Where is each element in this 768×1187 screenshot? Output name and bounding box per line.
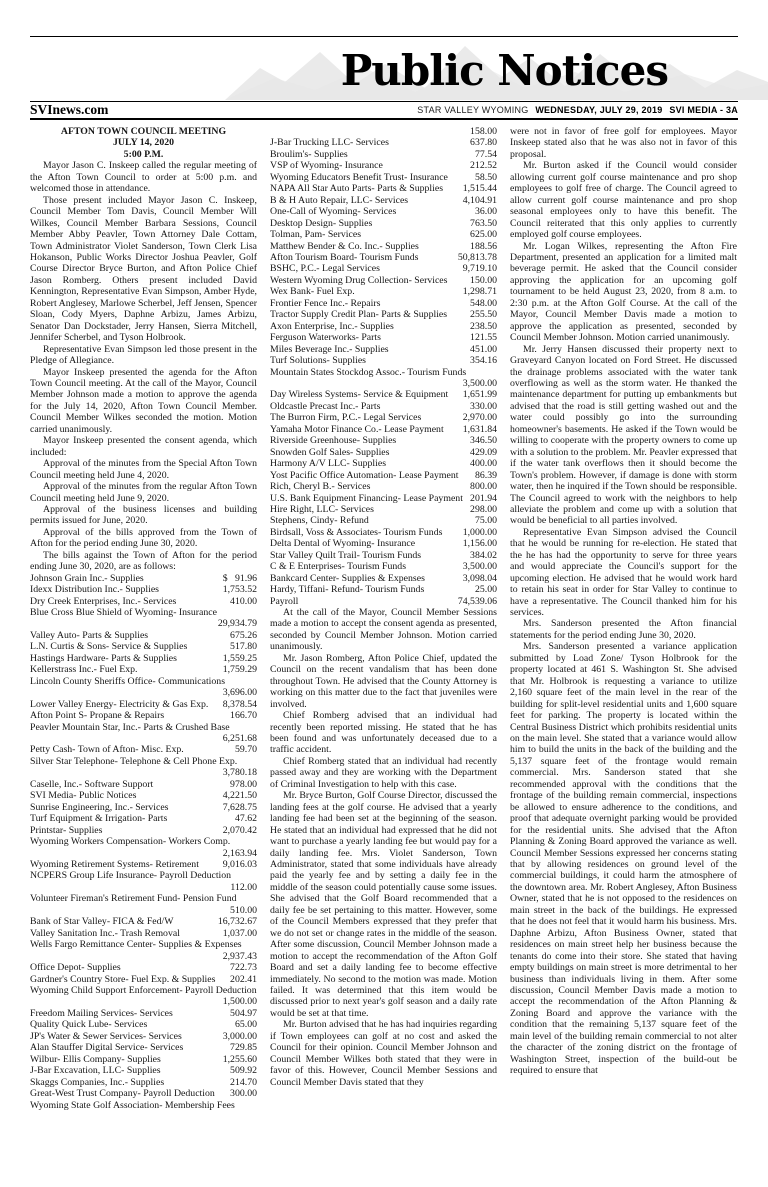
bill-line bbox=[270, 447, 497, 458]
bill-item-label: Lower Valley Energy- Electricity & Gas Exp. bbox=[30, 698, 209, 710]
bill-line bbox=[270, 241, 497, 252]
paragraph: Approval of the minutes from the regular Afton Town Council meeting held June 9, 2020. bbox=[30, 481, 257, 504]
bill-line bbox=[30, 802, 257, 813]
paragraph: Approval of the minutes from the Special Afton Town Council meeting held June 4, 2020. bbox=[30, 458, 257, 481]
bill-line bbox=[270, 515, 497, 526]
bill-item-label: Gardner's Country Store- Fuel Exp. & Supplies bbox=[30, 973, 216, 985]
bill-item-amount: 429.09 bbox=[470, 446, 497, 458]
bill-item-label: Ferguson Waterworks- Parts bbox=[270, 332, 381, 344]
bill-item-label: Turf Solutions- Supplies bbox=[270, 355, 366, 367]
bill-item-label: Wyoming Child Support Enforcement- Payroll Deduction bbox=[30, 984, 257, 996]
bill-line bbox=[30, 836, 257, 859]
bill-line bbox=[270, 172, 497, 183]
bill-item-amount: 1,559.25 bbox=[222, 652, 257, 664]
bill-item-label: Bankcard Center- Supplies & Expenses bbox=[270, 572, 425, 584]
bill-line bbox=[270, 149, 497, 160]
bill-line bbox=[30, 962, 257, 973]
bill-item-amount: 2,970.00 bbox=[462, 412, 497, 424]
bill-line bbox=[30, 825, 257, 836]
bill-item-amount: $ 91.96 bbox=[222, 572, 257, 584]
bill-line bbox=[270, 401, 497, 412]
bill-item-label: Delta Dental of Wyoming- Insurance bbox=[270, 538, 416, 550]
bill-item-amount: 1,759.29 bbox=[222, 664, 257, 676]
bill-item-amount: 1,500.00 bbox=[222, 996, 257, 1008]
bill-line bbox=[30, 584, 257, 595]
paragraph: Mr. Jerry Hansen discussed their property next to Graveyard Canyon located on Ford Street. He discussed the drainage problems associated with the water tank overflowing as well as the storm water. He thanked the maintenance department for putting up embankments but advised that the road is still getting washed out and the water could possibly go into the surrounding homeowner's basements. He asked if the Town would be willing to cooperate with the property owners to come up with a solution to the problem. Mr. Peavler expressed that if the water tank overflows then it should become the Town's problem. However, if damage is done with storm water, then he inquired if the Town should be responsible. The Council agreed to work with the neighbors to help alleviate the problem and come up with a solution that would be beneficial to all parties involved. bbox=[510, 343, 737, 527]
bill-item-amount: 36.00 bbox=[474, 206, 497, 218]
bill-line bbox=[30, 790, 257, 801]
bill-item-amount: 3,098.04 bbox=[462, 572, 497, 584]
site-name: SVInews.com bbox=[30, 102, 109, 117]
bill-item-label: Riverside Greenhouse- Supplies bbox=[270, 435, 397, 447]
article-title-line: 5:00 P.M. bbox=[123, 148, 164, 160]
bill-line bbox=[30, 928, 257, 939]
bill-item-amount: 722.73 bbox=[230, 962, 257, 974]
bill-item-label: The Burron Firm, P.C.- Legal Services bbox=[270, 412, 422, 424]
bill-item-label: Tolman, Pam- Services bbox=[270, 229, 362, 241]
bill-item-label: Wilbur- Ellis Company- Supplies bbox=[30, 1053, 161, 1065]
article-column-1 bbox=[30, 126, 257, 1182]
bill-item-label: Hire Right, LLC- Services bbox=[270, 503, 374, 515]
bill-line bbox=[270, 298, 497, 309]
bill-line bbox=[270, 596, 497, 607]
bill-item-amount: 763.50 bbox=[470, 217, 497, 229]
bill-line bbox=[30, 1100, 257, 1111]
bill-item-amount: 75.00 bbox=[474, 515, 497, 527]
bill-item-label: Afton Point S- Propane & Repairs bbox=[30, 710, 165, 722]
bill-item-label: Wells Fargo Remittance Center- Supplies & Expenses bbox=[30, 939, 242, 951]
bill-item-label: Caselle, Inc.- Software Support bbox=[30, 778, 154, 790]
bill-item-label: Hastings Hardware- Parts & Supplies bbox=[30, 652, 177, 664]
bill-item-label: Lincoln County Sheriffs Office- Communications bbox=[30, 675, 226, 687]
paragraph: Mr. Bryce Burton, Golf Course Director, discussed the landing fees at the golf course. He advised that a yearly landing fee had been set at the beginning of the season. He stated that an individual had expressed that he did not want to purchase a yearly landing fee but would pay for a daily landing fee. Mrs. Violet Sanderson, Town Administrator, stated that some individuals have already paid the yearly fee and by setting a daily fee in the middle of the season could potentially cause some issues. She advised that the Golf Board recommended that a daily fee be set pertaining to this matter. However, some of the Council Members expressed that they prefer that we do not set or change rates in the middle of the season. After some discussion, Council Member Johnson made a motion to accept the recommendation of the Afton Golf Board and set a daily landing fee to become effective immediately. No second to the motion was made. Motion failed. It was determined that this item would be discussed prior to next year's golf season and a daily rate would be set at that time. bbox=[270, 790, 497, 1019]
bill-line bbox=[270, 561, 497, 572]
bill-item-amount: 1,753.52 bbox=[222, 584, 257, 596]
bill-line bbox=[270, 435, 497, 446]
bill-line bbox=[30, 641, 257, 652]
bill-item-label: Mountain States Stockdog Assoc.- Tourism Funds bbox=[270, 366, 467, 378]
paragraph: The bills against the Town of Afton for the period ending June 30, 2020, are as follows: bbox=[30, 549, 257, 573]
bill-item-label: Wyoming Retirement Systems- Retirement bbox=[30, 859, 199, 870]
bill-item-label: Desktop Design- Supplies bbox=[270, 217, 373, 229]
bill-line bbox=[270, 424, 497, 435]
bill-line bbox=[30, 664, 257, 675]
bill-item-amount: 9,016.03 bbox=[222, 859, 257, 870]
bill-item-amount: 3,500.00 bbox=[462, 377, 497, 389]
bill-line bbox=[270, 183, 497, 194]
article-column-2 bbox=[270, 126, 497, 1182]
bill-line bbox=[30, 710, 257, 721]
bill-item-amount: 1,631.84 bbox=[462, 423, 497, 435]
bill-item-amount: 330.00 bbox=[470, 400, 497, 412]
bill-item-label: Western Wyoming Drug Collection- Services bbox=[270, 274, 448, 286]
bill-item-label: One-Call of Wyoming- Services bbox=[270, 206, 397, 218]
paragraph: Representative Evan Simpson advised the Council that he would be running for re-election. He stated that the he has had the opportunity to serve for three years and would appreciate the Council's support for the upcoming election. He advised that he would work hard to retain his seat in order for Star Valley to continue to have a representative. The Council thanked him for his services. bbox=[510, 526, 737, 619]
bill-item-amount: 214.70 bbox=[230, 1076, 257, 1088]
bill-line bbox=[30, 1077, 257, 1088]
bill-item-amount: 6,251.68 bbox=[222, 733, 257, 745]
bill-line bbox=[30, 974, 257, 985]
article-title-line: AFTON TOWN COUNCIL MEETING bbox=[60, 126, 227, 137]
paragraph: Those present included Mayor Jason C. Inskeep, Council Member Tom Davis, Council Member Will Wilkes, Council Member Barbara Sessions, Council Member Abby Peavler, Town Attorney Dale Cottam, Town Administrator Violet Sanderson, Town Clerk Lisa Hokanson, Public Works Director Joshua Peavler, Golf Course Director Bryce Burton, and Afton Police Chief Jason Romberg. Others present included David Kennington, Representative Evan Simpson, Amber Hyde, Robert Anglesey, Marlowe Scherbel, Jeff Jensen, Spencer Sloan, Cody Myers, Daphne Arbizu, James Arbizu, Senator Dan Dockstader, Jerry Hansen, Sierra Mitchell, Jennifer Scherbel, and Tyson Holbrook. bbox=[30, 194, 257, 344]
bill-line bbox=[30, 630, 257, 641]
paragraph: Representative Evan Simpson led those present in the Pledge of Allegiance. bbox=[30, 343, 257, 367]
bill-item-amount: 188.56 bbox=[470, 240, 497, 252]
bill-line bbox=[270, 275, 497, 286]
bill-item-label: Office Depot- Supplies bbox=[30, 962, 121, 974]
bill-item-amount: 675.26 bbox=[230, 629, 257, 641]
bill-line bbox=[30, 756, 257, 779]
bill-line bbox=[30, 939, 257, 962]
bill-item-amount: 86.39 bbox=[474, 469, 497, 481]
bill-item-label: Peavler Mountain Star, Inc.- Parts & Crushed Base bbox=[30, 721, 230, 733]
bill-item-amount: 400.00 bbox=[470, 458, 497, 470]
bill-item-amount: 65.00 bbox=[234, 1019, 257, 1031]
bill-line bbox=[270, 493, 497, 504]
paragraph: Mr. Logan Wilkes, representing the Afton Fire Department, presented an application for a limited malt beverage permit. He asked that the Council consider approving the application for an upcoming golf tournament to be held August 23, 2020, from 8 a.m. to 2:30 p.m. at the Afton Golf Course. At the call of the Mayor, Council Member Davis made a motion to approve the application as presented, seconded by Council Member Johnson. Motion carried unanimously. bbox=[510, 240, 737, 344]
bill-item-label: Freedom Mailing Services- Services bbox=[30, 1007, 173, 1019]
bill-item-label: Sunrise Engineering, Inc.- Services bbox=[30, 801, 169, 813]
bill-line bbox=[30, 1019, 257, 1030]
bill-item-amount: 3,000.00 bbox=[222, 1030, 257, 1042]
top-rule bbox=[30, 36, 738, 37]
bill-item-label: U.S. Bank Equipment Financing- Lease Payment bbox=[270, 492, 463, 504]
bill-item-label: Silver Star Telephone- Telephone & Cell Phone Exp. bbox=[30, 755, 238, 767]
paragraph: Approval of the business licenses and building permits issued for June, 2020. bbox=[30, 503, 257, 527]
bill-item-amount: 255.50 bbox=[470, 309, 497, 321]
bill-item-amount: 58.50 bbox=[474, 171, 497, 183]
bill-item-label: C & E Enterprises- Tourism Funds bbox=[270, 561, 407, 573]
paragraph: Mr. Burton asked if the Council would consider allowing current golf course maintenance and pro shop employees to golf free of charge. The Council agreed to allow current golf course maintenance and pro shop seasonal employees only to have this benefit. The Council reiterated that this only applies to currently employed golf course employees. bbox=[510, 160, 737, 241]
paragraph: Approval of the bills approved from the Town of Afton for the period ending June 30, 2020. bbox=[30, 526, 257, 550]
bill-line bbox=[30, 1054, 257, 1065]
bill-line bbox=[30, 607, 257, 630]
bill-item-amount: 77.54 bbox=[474, 148, 497, 160]
bill-item-amount: 410.00 bbox=[230, 595, 257, 607]
bill-item-amount: 625.00 bbox=[470, 229, 497, 241]
bill-item-label: Axon Enterprise, Inc.- Supplies bbox=[270, 320, 394, 332]
bill-item-label: NAPA All Star Auto Parts- Parts & Supplies bbox=[270, 183, 444, 195]
bill-item-amount: 3,696.00 bbox=[222, 687, 257, 699]
bill-line bbox=[30, 699, 257, 710]
bill-item-label: Quality Quick Lube- Services bbox=[30, 1019, 148, 1031]
bill-item-amount: 150.00 bbox=[470, 274, 497, 286]
bill-item-amount: 9,719.10 bbox=[462, 263, 497, 275]
bill-line bbox=[270, 137, 497, 148]
paragraph: Chief Romberg stated that an individual had recently passed away and they are working with the Department of Criminal Investigation to help with this case. bbox=[270, 755, 497, 790]
bill-item-label: Matthew Bender & Co. Inc.- Supplies bbox=[270, 240, 419, 252]
bill-item-label: Valley Sanitation Inc.- Trash Removal bbox=[30, 927, 180, 939]
bill-item-amount: 729.85 bbox=[230, 1042, 257, 1054]
bill-line bbox=[30, 1031, 257, 1042]
dateline-page: SVI MEDIA - 3A bbox=[669, 105, 738, 115]
bill-line bbox=[30, 916, 257, 927]
bill-line bbox=[30, 859, 257, 870]
bill-line bbox=[270, 367, 497, 390]
bill-item-amount: 300.00 bbox=[230, 1088, 257, 1100]
bill-item-label: Stephens, Cindy- Refund bbox=[270, 515, 369, 527]
bill-item-amount: 7,628.75 bbox=[222, 801, 257, 813]
bill-line bbox=[270, 332, 497, 343]
paragraph: Mrs. Sanderson presented the Afton financial statements for the period ending June 30, 2020. bbox=[510, 618, 737, 641]
bill-item-label: Wyoming Workers Compensation- Workers Comp. bbox=[30, 836, 231, 848]
bill-item-amount: 637.80 bbox=[470, 137, 497, 149]
bill-item-amount: 451.00 bbox=[470, 343, 497, 355]
bill-item-amount: 74,539.06 bbox=[457, 595, 497, 607]
bill-line bbox=[30, 893, 257, 916]
bill-item-label: Wex Bank- Fuel Exp. bbox=[270, 286, 355, 298]
bill-item-label: Skaggs Companies, Inc.- Supplies bbox=[30, 1076, 165, 1088]
paragraph: Mayor Jason C. Inskeep called the regular meeting of the Afton Town Council to order at 5:00 p.m. and welcomed those in attendance. bbox=[30, 160, 257, 195]
bill-item-amount: 346.50 bbox=[470, 435, 497, 447]
bill-line bbox=[30, 573, 257, 584]
bill-item-amount: 238.50 bbox=[470, 320, 497, 332]
bill-item-label: Petty Cash- Town of Afton- Misc. Exp. bbox=[30, 744, 184, 756]
bill-item-label: Star Valley Quilt Trail- Tourism Funds bbox=[270, 549, 422, 561]
bill-item-label: Alan Stauffer Digital Service- Services bbox=[30, 1042, 184, 1054]
bill-item-label: Johnson Grain Inc.- Supplies bbox=[30, 572, 144, 584]
bill-line bbox=[30, 870, 257, 893]
bill-item-amount: 1,037.00 bbox=[222, 927, 257, 939]
bill-line bbox=[30, 1042, 257, 1053]
bill-item-label: Harmony A/V LLC- Supplies bbox=[270, 458, 387, 470]
bill-item-amount: 978.00 bbox=[230, 778, 257, 790]
bill-item-amount: 112.00 bbox=[230, 881, 257, 893]
bill-line bbox=[270, 584, 497, 595]
bill-item-amount: 2,163.94 bbox=[222, 847, 257, 859]
bill-item-label: J-Bar Trucking LLC- Services bbox=[270, 137, 389, 149]
bill-item-amount: 1,000.00 bbox=[462, 526, 497, 538]
bill-amount-carryover: 158.00 bbox=[470, 126, 497, 137]
article-title-line: JULY 14, 2020 bbox=[112, 137, 175, 149]
bill-item-label: L.N. Curtis & Sons- Service & Supplies bbox=[30, 641, 188, 653]
bill-item-label: Oldcastle Precast Inc.- Parts bbox=[270, 400, 381, 412]
dateline bbox=[417, 105, 738, 115]
bill-item-label: Day Wireless Systems- Service & Equipment bbox=[270, 389, 449, 401]
paragraph: Mrs. Sanderson presented a variance application submitted by Load Zone/ Tyson Holbrook for the property located at 461 S. Washington St. She advised that Mr. Holbrook is requesting a variance to utilize 2,160 square feet of the main level in the rear of the building for split-level residential units and 1,600 square feet for parking. The property is located within the Central Business District which prohibits residential units on the main level. She stated that a variance would allow him to build the units in the back of the building and the 5,137 square feet of the frontage would remain commercial. Mrs. Sanderson stated that she recommended approval with the conditions that the frontage of the building remain commercial, inspections be allowed to ensure adherence to the conditions, and proof that adequate overnight parking would be provided for the residential units. She advised that the Afton Planning & Zoning Board approved the variance as well. Council Member Sessions expressed her concerns stating that by allowing residences on ground level of the commercial buildings, it could harm the atmosphere of the downtown area. Mr. Robert Anglesey, Afton Business Owner, stated that he is not opposed to the residences on main street in the back of the buildings. He expressed that he does not feel that it would harm his business. Mrs. Daphne Arbizu, Afton Business Owner, stated that residences on main street help her business because the tenants do come into their store. She stated that having empty buildings on main street is more detrimental to her business than individuals living in them. After some discussion, Council Member Davis made a motion to accept the recommendation of the Afton Planning & Zoning Board and approve the variance with the condition that the remaining 5,137 square feet of the main level of the building remain commercial to not alter the character of the zoning district on the frontage of Washington Street, inspection of the build-out be required to ensure that bbox=[510, 641, 737, 1077]
bill-line bbox=[270, 160, 497, 171]
bill-item-amount: 509.92 bbox=[230, 1065, 257, 1077]
bill-item-amount: 3,780.18 bbox=[222, 767, 257, 779]
bill-item-amount: 800.00 bbox=[470, 481, 497, 493]
bill-item-label: VSP of Wyoming- Insurance bbox=[270, 160, 383, 172]
bill-item-amount: 4,104.91 bbox=[462, 194, 497, 206]
bill-item-label: Snowden Golf Sales- Supplies bbox=[270, 446, 390, 458]
bill-item-label: B & H Auto Repair, LLC- Services bbox=[270, 194, 409, 206]
paragraph: were not in favor of free golf for employees. Mayor Inskeep stated also that he was also not in favor of this proposal. bbox=[510, 126, 737, 160]
bill-item-label: J-Bar Excavation, LLC- Supplies bbox=[30, 1065, 161, 1077]
bill-line bbox=[270, 458, 497, 469]
bill-item-label: Frontier Fence Inc.- Repairs bbox=[270, 297, 381, 309]
bill-item-label: Wyoming Educators Benefit Trust- Insurance bbox=[270, 171, 448, 183]
bill-item-label: Bank of Star Valley- FICA & Fed/W bbox=[30, 916, 174, 928]
bill-item-amount: 384.02 bbox=[470, 549, 497, 561]
bill-item-amount: 4,221.50 bbox=[222, 790, 257, 802]
bill-line bbox=[30, 779, 257, 790]
bill-line bbox=[270, 355, 497, 366]
bill-item-amount: 1,298.71 bbox=[462, 286, 497, 298]
bill-item-amount: 121.55 bbox=[470, 332, 497, 344]
bill-line bbox=[270, 229, 497, 240]
dateline-date: WEDNESDAY, JULY 29, 2019 bbox=[535, 105, 663, 115]
bill-line bbox=[30, 1088, 257, 1099]
bill-line bbox=[270, 321, 497, 332]
article-body bbox=[30, 126, 738, 1182]
bill-item-amount: 2,070.42 bbox=[222, 824, 257, 836]
bill-item-label: Wyoming State Golf Association- Membership Fees bbox=[30, 1099, 235, 1111]
bill-line bbox=[270, 470, 497, 481]
bill-item-label: Hardy, Tiffani- Refund- Tourism Funds bbox=[270, 584, 425, 596]
bill-item-label: Blue Cross Blue Shield of Wyoming- Insurance bbox=[30, 607, 217, 619]
bill-item-label: Idexx Distribution Inc.- Supplies bbox=[30, 584, 159, 596]
bill-item-label: Rich, Cheryl B.- Services bbox=[270, 481, 371, 493]
masthead-title: Public Notices bbox=[340, 46, 668, 95]
bill-item-label: Dry Creek Enterprises, Inc.- Services bbox=[30, 595, 177, 607]
bill-line bbox=[270, 309, 497, 320]
bill-item-amount: 1,515.44 bbox=[462, 183, 497, 195]
paragraph: Chief Romberg advised that an individual had recently been reported missing. He stated that he has been found and was unfortunately deceased due to a traffic accident. bbox=[270, 710, 497, 756]
bill-line bbox=[270, 538, 497, 549]
bill-item-amount: 25.00 bbox=[474, 584, 497, 596]
bill-item-label: Yamaha Motor Finance Co.- Lease Payment bbox=[270, 423, 444, 435]
bill-item-amount: 16,732.67 bbox=[217, 916, 257, 928]
bill-line bbox=[30, 596, 257, 607]
bill-item-amount: 202.41 bbox=[230, 973, 257, 985]
paragraph: Mayor Inskeep presented the agenda for the Afton Town Council meeting. At the call of the Mayor, Council Member Johnson made a motion to approve the agenda for the July 14, 2020, Afton Town Council Member. Council Member Wilkes seconded the motion. Motion carried unanimously. bbox=[30, 366, 257, 435]
bill-item-label: Broulim's- Supplies bbox=[270, 148, 348, 160]
bill-item-label: Volunteer Fireman's Retirement Fund- Pension Fund bbox=[30, 893, 237, 905]
bill-item-amount: 50,813.78 bbox=[457, 251, 497, 263]
paragraph: Mr. Jason Romberg, Afton Police Chief, updated the Council on the recent vandalism that has been done throughout Town. He advised that the County Attorney is working on this matter due to the fact that juveniles were involved. bbox=[270, 652, 497, 710]
bill-item-label: Printstar- Supplies bbox=[30, 824, 103, 836]
bill-item-amount: 59.70 bbox=[234, 744, 257, 756]
bill-item-amount: 517.80 bbox=[230, 641, 257, 653]
bill-item-label: Turf Equipment & Irrigation- Parts bbox=[30, 813, 168, 825]
bill-item-amount: 298.00 bbox=[470, 503, 497, 515]
bill-item-amount: 1,651.99 bbox=[462, 389, 497, 401]
bill-line bbox=[270, 206, 497, 217]
bill-line bbox=[270, 550, 497, 561]
bill-item-amount: 3,500.00 bbox=[462, 561, 497, 573]
dateline-location: STAR VALLEY WYOMING bbox=[417, 105, 529, 115]
bill-item-label: BSHC, P.C.- Legal Services bbox=[270, 263, 380, 275]
bill-item-amount: 548.00 bbox=[470, 297, 497, 309]
bill-item-amount: 201.94 bbox=[470, 492, 497, 504]
bill-line bbox=[270, 573, 497, 584]
bill-line bbox=[270, 389, 497, 400]
bill-item-label: Yost Pacific Office Automation- Lease Payment bbox=[270, 469, 459, 481]
bill-line bbox=[30, 744, 257, 755]
bill-item-label: Payroll bbox=[270, 595, 299, 607]
bill-line bbox=[30, 676, 257, 699]
bill-item-amount: 354.16 bbox=[470, 355, 497, 367]
paragraph: Mayor Inskeep presented the consent agenda, which included: bbox=[30, 435, 257, 458]
bill-item-label: Afton Tourism Board- Tourism Funds bbox=[270, 251, 419, 263]
bill-item-label: Birdsall, Voss & Associates- Tourism Funds bbox=[270, 526, 443, 538]
bill-item-label: Great-West Trust Company- Payroll Deduction bbox=[30, 1088, 215, 1100]
bill-item-amount: 1,255.60 bbox=[222, 1053, 257, 1065]
bill-item-amount bbox=[235, 1100, 257, 1111]
bill-item-label: SVI Media- Public Notices bbox=[30, 790, 137, 802]
bill-item-label: Valley Auto- Parts & Supplies bbox=[30, 629, 149, 641]
article-column-3 bbox=[510, 126, 737, 1182]
info-bar bbox=[30, 101, 738, 120]
bill-item-amount: 504.97 bbox=[230, 1007, 257, 1019]
bill-item-amount: 510.00 bbox=[230, 904, 257, 916]
bill-line bbox=[30, 1008, 257, 1019]
bill-line bbox=[30, 1065, 257, 1076]
bill-item-label: Miles Beverage Inc.- Supplies bbox=[270, 343, 389, 355]
bill-line bbox=[270, 527, 497, 538]
bill-line bbox=[270, 218, 497, 229]
bill-item-amount: 212.52 bbox=[470, 160, 497, 172]
bill-item-amount: 29,934.79 bbox=[217, 618, 257, 630]
bill-line bbox=[30, 653, 257, 664]
bill-item-amount: 8,378.54 bbox=[222, 698, 257, 710]
bill-line bbox=[30, 722, 257, 745]
bill-line bbox=[270, 263, 497, 274]
bill-item-label: Tractor Supply Credit Plan- Parts & Supplies bbox=[270, 309, 448, 321]
bill-line bbox=[30, 985, 257, 1008]
bill-item-label: Kellerstrass Inc.- Fuel Exp. bbox=[30, 664, 138, 676]
bill-line bbox=[30, 813, 257, 824]
bill-item-amount: 47.62 bbox=[234, 813, 257, 825]
bill-item-amount: 1,156.00 bbox=[462, 538, 497, 550]
bill-line bbox=[270, 195, 497, 206]
bill-line bbox=[270, 412, 497, 423]
bill-item-label: JP's Water & Sewer Services- Services bbox=[30, 1030, 182, 1042]
bill-item-amount: 166.70 bbox=[230, 710, 257, 722]
bill-line bbox=[270, 344, 497, 355]
bill-line bbox=[270, 481, 497, 492]
bill-line bbox=[270, 252, 497, 263]
bill-item-label: NCPERS Group Life Insurance- Payroll Deduction bbox=[30, 870, 232, 882]
paragraph: At the call of the Mayor, Council Member Sessions made a motion to accept the consent agenda as presented, seconded by Council Member Johnson. Motion carried unanimously. bbox=[270, 607, 497, 653]
bill-line bbox=[270, 504, 497, 515]
bill-line bbox=[270, 286, 497, 297]
paragraph: Mr. Burton advised that he has had inquiries regarding if Town employees can golf at no cost and asked the Council for their opinion. Council Member Johnson and Council Member Wilkes both stated that they were in favor of this. However, Council Member Sessions and Council Member Davis stated that they bbox=[270, 1019, 497, 1088]
bill-item-amount: 2,937.43 bbox=[222, 950, 257, 962]
